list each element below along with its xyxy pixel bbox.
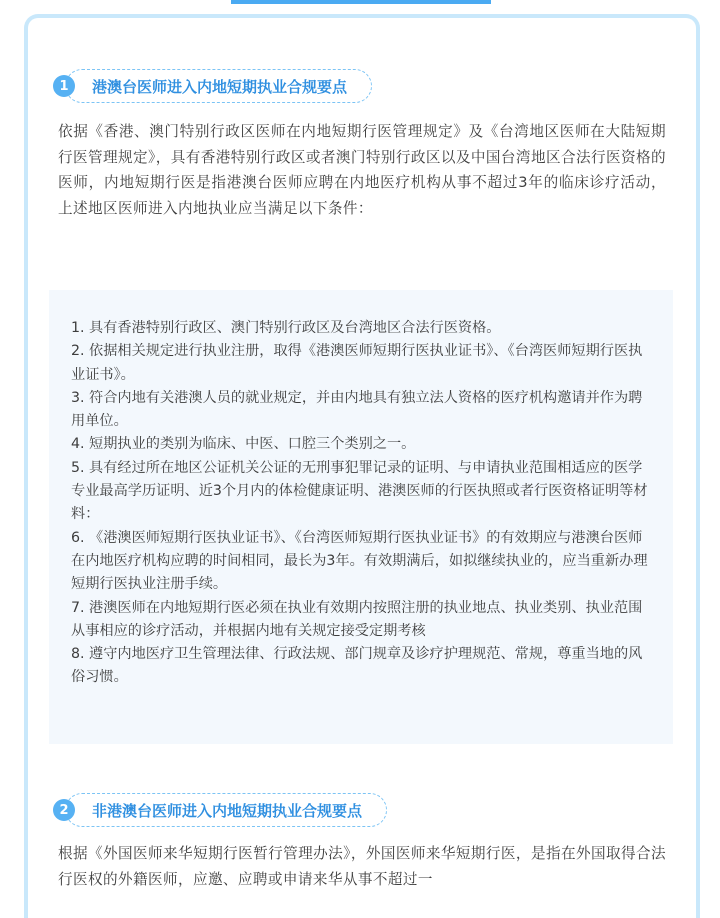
section-1-intro-text: 依据《香港、澳门特别行政区医师在内地短期行医管理规定》及《台湾地区医师在大陆短期行医管理规定》，具有香港特别行政区或者澳门特别行政区以及中国台湾地区合法行医资格的医师，内地短期行医是指港澳台医师应聘在内地医疗机构从事不超过3年的临床诊疗活动，上述地区医师进入内地执业应当满足以下条件： [58, 123, 666, 217]
list-item: 4. 短期执业的类别为临床、中医、口腔三个类别之一。 [71, 436, 416, 453]
conditions-list-box [49, 290, 673, 744]
list-item: 8. 遵守内地医疗卫生管理法律、行政法规、部门规章及诊疗护理规范、常规，尊重当地的风俗习惯。 [71, 646, 643, 686]
section-2-title: 非港澳台医师进入内地短期执业合规要点 [65, 793, 387, 827]
section-2-intro-text: 根据《外国医师来华短期行医暂行管理办法》，外国医师来华短期行医，是指在外国取得合法行医权的外籍医师，应邀、应聘或申请来华从事不超过一 [58, 845, 666, 888]
list-item: 6. 《港澳医师短期行医执业证书》、《台湾医师短期行医执业证书》的有效期应与港澳台医师在内地医疗机构应聘的时间相同，最长为3年。有效期满后，如拟继续执业的，应当重新办理短期行医执业注册手续。 [71, 529, 648, 593]
top-accent-bar [231, 0, 491, 4]
section-2-header [53, 793, 413, 827]
section-1-title: 港澳台医师进入内地短期执业合规要点 [65, 69, 372, 103]
section-1-header [53, 69, 403, 103]
section-1-number-badge: 1 [53, 75, 75, 97]
conditions-list [49, 290, 673, 690]
list-item: 1. 具有香港特别行政区、澳门特别行政区及台湾地区合法行医资格。 [71, 320, 501, 336]
list-item: 3. 符合内地有关港澳人员的就业规定，并由内地具有独立法人资格的医疗机构邀请并作为聘用单位。 [71, 389, 643, 430]
list-item: 5. 具有经过所在地区公证机关公证的无刑事犯罪记录的证明、与申请执业范围相适应的医学专业最高学历证明、近3个月内的体检健康证明、港澳医师的行医执照或者行医资格证明等材料： [71, 459, 648, 523]
section-1-intro [58, 119, 666, 221]
list-item: 7. 港澳医师在内地短期行医必须在执业有效期内按照注册的执业地点、执业类别、执业范围从事相应的诊疗活动，并根据内地有关规定接受定期考核 [71, 599, 643, 639]
section-2-intro [58, 841, 666, 892]
section-2-number-badge: 2 [53, 799, 75, 821]
list-item: 2. 依据相关规定进行执业注册，取得《港澳医师短期行医执业证书》、《台湾医师短期行医执业证书》。 [71, 343, 643, 383]
